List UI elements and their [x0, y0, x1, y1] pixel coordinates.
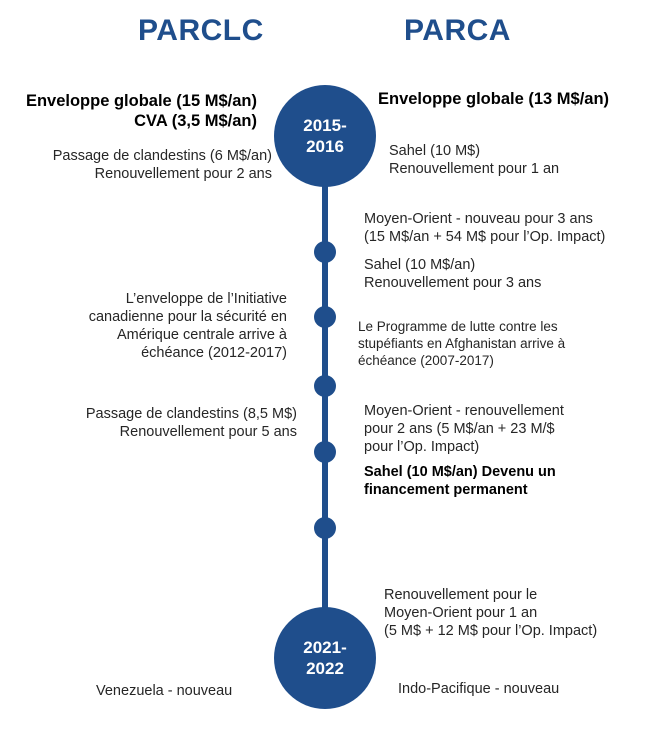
timeline-dot-1	[314, 241, 336, 263]
parclc-heading: PARCLC	[138, 14, 264, 47]
parclc-envelope: Enveloppe globale (15 M$/an) CVA (3,5 M$/an)	[25, 92, 257, 130]
timeline-dot-3	[314, 375, 336, 397]
parca-sahel-permanent: Sahel (10 M$/an) Devenu un financement permanent	[364, 464, 556, 498]
timeline-dot-5	[314, 517, 336, 539]
parclc-central-america: L’enveloppe de l’Initiative canadienne pour la sécurité en Amérique centrale arrive à échéance (2012-2017)	[88, 291, 287, 361]
timeline-dot-4	[314, 441, 336, 463]
parca-sahel-3yrs: Sahel (10 M$/an) Renouvellement pour 3 ans	[364, 257, 542, 291]
parca-afghanistan: Le Programme de lutte contre les stupéfiants en Afghanistan arrive à échéance (2007-2017)	[358, 319, 566, 368]
parca-indo-pacific: Indo-Pacifique - nouveau	[398, 681, 560, 697]
parca-middle-east-new: Moyen-Orient - nouveau pour 3 ans (15 M$/an + 54 M$ pour l’Op. Impact)	[364, 211, 606, 245]
parca-sahel-2015: Sahel (10 M$) Renouvellement pour 1 an	[389, 143, 560, 177]
parclc-venezuela: Venezuela - nouveau	[96, 683, 233, 699]
timeline-node-2015-2016: 2015- 2016	[274, 85, 376, 187]
parca-middle-east-1yr: Renouvellement pour le Moyen-Orient pour 1 an (5 M$ + 12 M$ pour l’Op. Impact)	[384, 587, 598, 639]
parca-heading: PARCA	[404, 14, 511, 47]
parca-middle-east-renewal: Moyen-Orient - renouvellement pour 2 ans (5 M$/an + 23 M/$ pour l’Op. Impact)	[364, 403, 564, 455]
timeline-node-2021-2022: 2021- 2022	[274, 607, 376, 709]
parclc-smuggling-2015: Passage de clandestins (6 M$/an) Renouvellement pour 2 ans	[52, 148, 272, 182]
parca-envelope: Enveloppe globale (13 M$/an)	[378, 90, 610, 108]
timeline-dot-2	[314, 306, 336, 328]
parclc-smuggling-renewal: Passage de clandestins (8,5 M$) Renouvellement pour 5 ans	[85, 406, 297, 440]
